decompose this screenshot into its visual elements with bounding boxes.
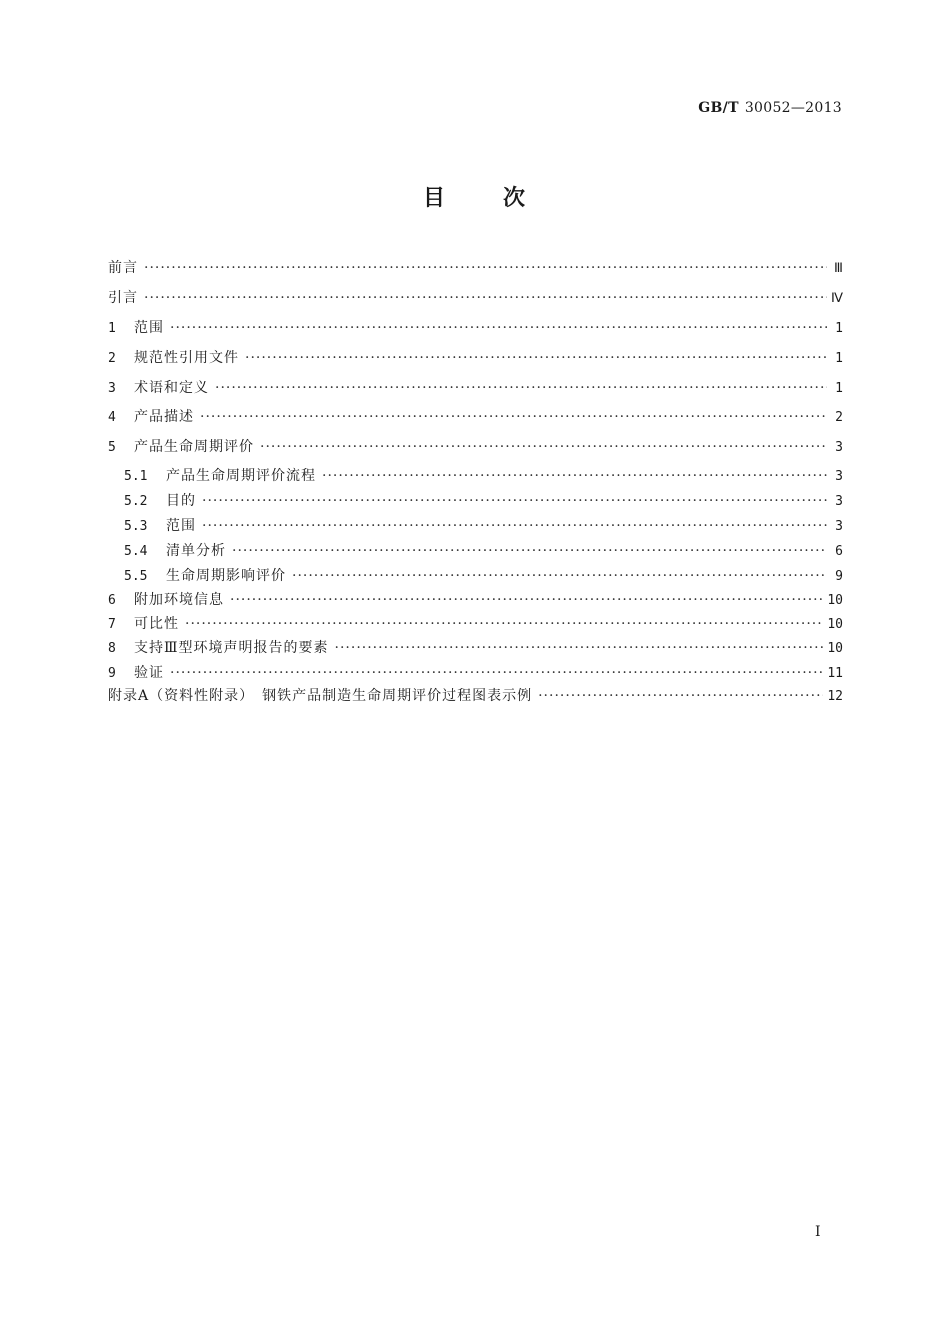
toc-page: 3 (835, 519, 843, 534)
toc-leader (144, 288, 827, 308)
toc-label: 范围 (134, 320, 164, 336)
toc-entry-5-4[interactable] (124, 541, 843, 562)
toc-label: 范围 (166, 518, 196, 534)
toc-page: 3 (835, 440, 843, 455)
toc-entry-9[interactable] (108, 663, 843, 684)
toc-entry-4[interactable] (108, 407, 843, 428)
toc-entry-5-1[interactable] (124, 466, 843, 487)
toc-page: 11 (827, 666, 843, 681)
toc-page: 10 (827, 593, 843, 608)
toc-leader (170, 663, 823, 683)
toc-entry-foreword[interactable] (108, 258, 843, 279)
toc-number: 8 (108, 641, 116, 656)
toc-page: 10 (827, 617, 843, 632)
toc-label: 引言 (108, 290, 138, 306)
toc-label: 验证 (134, 665, 164, 681)
toc-page: 1 (835, 381, 843, 396)
toc-entry-3[interactable] (108, 378, 843, 399)
toc-number: 6 (108, 593, 116, 608)
toc-leader (260, 437, 827, 457)
toc-number: 2 (108, 351, 116, 366)
toc-entry-5-2[interactable] (124, 491, 843, 512)
toc-entry-2[interactable] (108, 348, 843, 369)
toc-number: 7 (108, 617, 116, 632)
toc-entry-8[interactable] (108, 638, 843, 659)
toc-entry-annex-a[interactable] (108, 686, 843, 707)
toc-page: 6 (835, 544, 843, 559)
title-char-right: 次 (503, 186, 528, 211)
toc-leader (202, 516, 827, 536)
toc-leader (245, 348, 827, 368)
toc-number: 9 (108, 666, 116, 681)
toc-entry-5[interactable] (108, 437, 843, 458)
toc-page: 9 (835, 569, 843, 584)
toc-label: 规范性引用文件 (134, 350, 239, 366)
toc-number: 5.1 (124, 469, 148, 484)
toc-leader (292, 566, 827, 586)
page-number: I (815, 1224, 821, 1240)
toc-number: 1 (108, 321, 116, 336)
toc-entry-1[interactable] (108, 318, 843, 339)
toc-page: 3 (835, 469, 843, 484)
toc-page: 12 (827, 689, 843, 704)
toc-number: 5.4 (124, 544, 148, 559)
toc-page: Ⅳ (831, 291, 843, 306)
toc-leader (232, 541, 827, 561)
toc-label: 可比性 (134, 616, 179, 632)
toc-leader (335, 638, 824, 658)
toc-label: 前言 (108, 260, 138, 276)
toc-label: 术语和定义 (134, 380, 209, 396)
toc-leader (230, 590, 823, 610)
toc-leader (202, 491, 827, 511)
toc-number: 4 (108, 410, 116, 425)
toc-leader (144, 258, 827, 278)
toc-label: 产品描述 (134, 409, 194, 425)
title-char-left: 目 (422, 186, 447, 211)
toc-label: 产品生命周期评价流程 (166, 468, 316, 484)
toc-number: 3 (108, 381, 116, 396)
toc-page: 3 (835, 494, 843, 509)
toc-number: 5.3 (124, 519, 148, 534)
toc-entry-5-3[interactable] (124, 516, 843, 537)
toc-leader (200, 407, 827, 427)
standard-prefix: GB/T (698, 100, 739, 116)
toc-leader (538, 686, 823, 706)
toc-page: Ⅲ (834, 261, 843, 276)
toc-page: 1 (835, 351, 843, 366)
toc-page: 2 (835, 410, 843, 425)
toc-entry-introduction[interactable] (108, 288, 843, 309)
toc-label: 附录A（资料性附录） 钢铁产品制造生命周期评价过程图表示例 (108, 688, 533, 704)
toc-entry-6[interactable] (108, 590, 843, 611)
toc-number: 5.5 (124, 569, 148, 584)
toc-leader (185, 614, 823, 634)
toc-label: 目的 (166, 493, 196, 509)
toc-entry-5-5[interactable] (124, 566, 843, 587)
toc-number: 5 (108, 440, 116, 455)
toc-label: 产品生命周期评价 (134, 439, 254, 455)
standard-code: 30052—2013 (744, 100, 842, 116)
toc-leader (170, 318, 827, 338)
toc-label: 支持Ⅲ型环境声明报告的要素 (134, 640, 329, 656)
toc-number: 5.2 (124, 494, 148, 509)
toc-label: 清单分析 (166, 543, 226, 559)
standard-number (698, 100, 842, 116)
toc-label: 附加环境信息 (134, 592, 224, 608)
toc-entry-7[interactable] (108, 614, 843, 635)
toc-label: 生命周期影响评价 (166, 568, 286, 584)
toc-page: 1 (835, 321, 843, 336)
toc-leader (322, 466, 827, 486)
toc-page: 10 (827, 641, 843, 656)
toc-leader (215, 378, 827, 398)
page-title (0, 181, 950, 212)
